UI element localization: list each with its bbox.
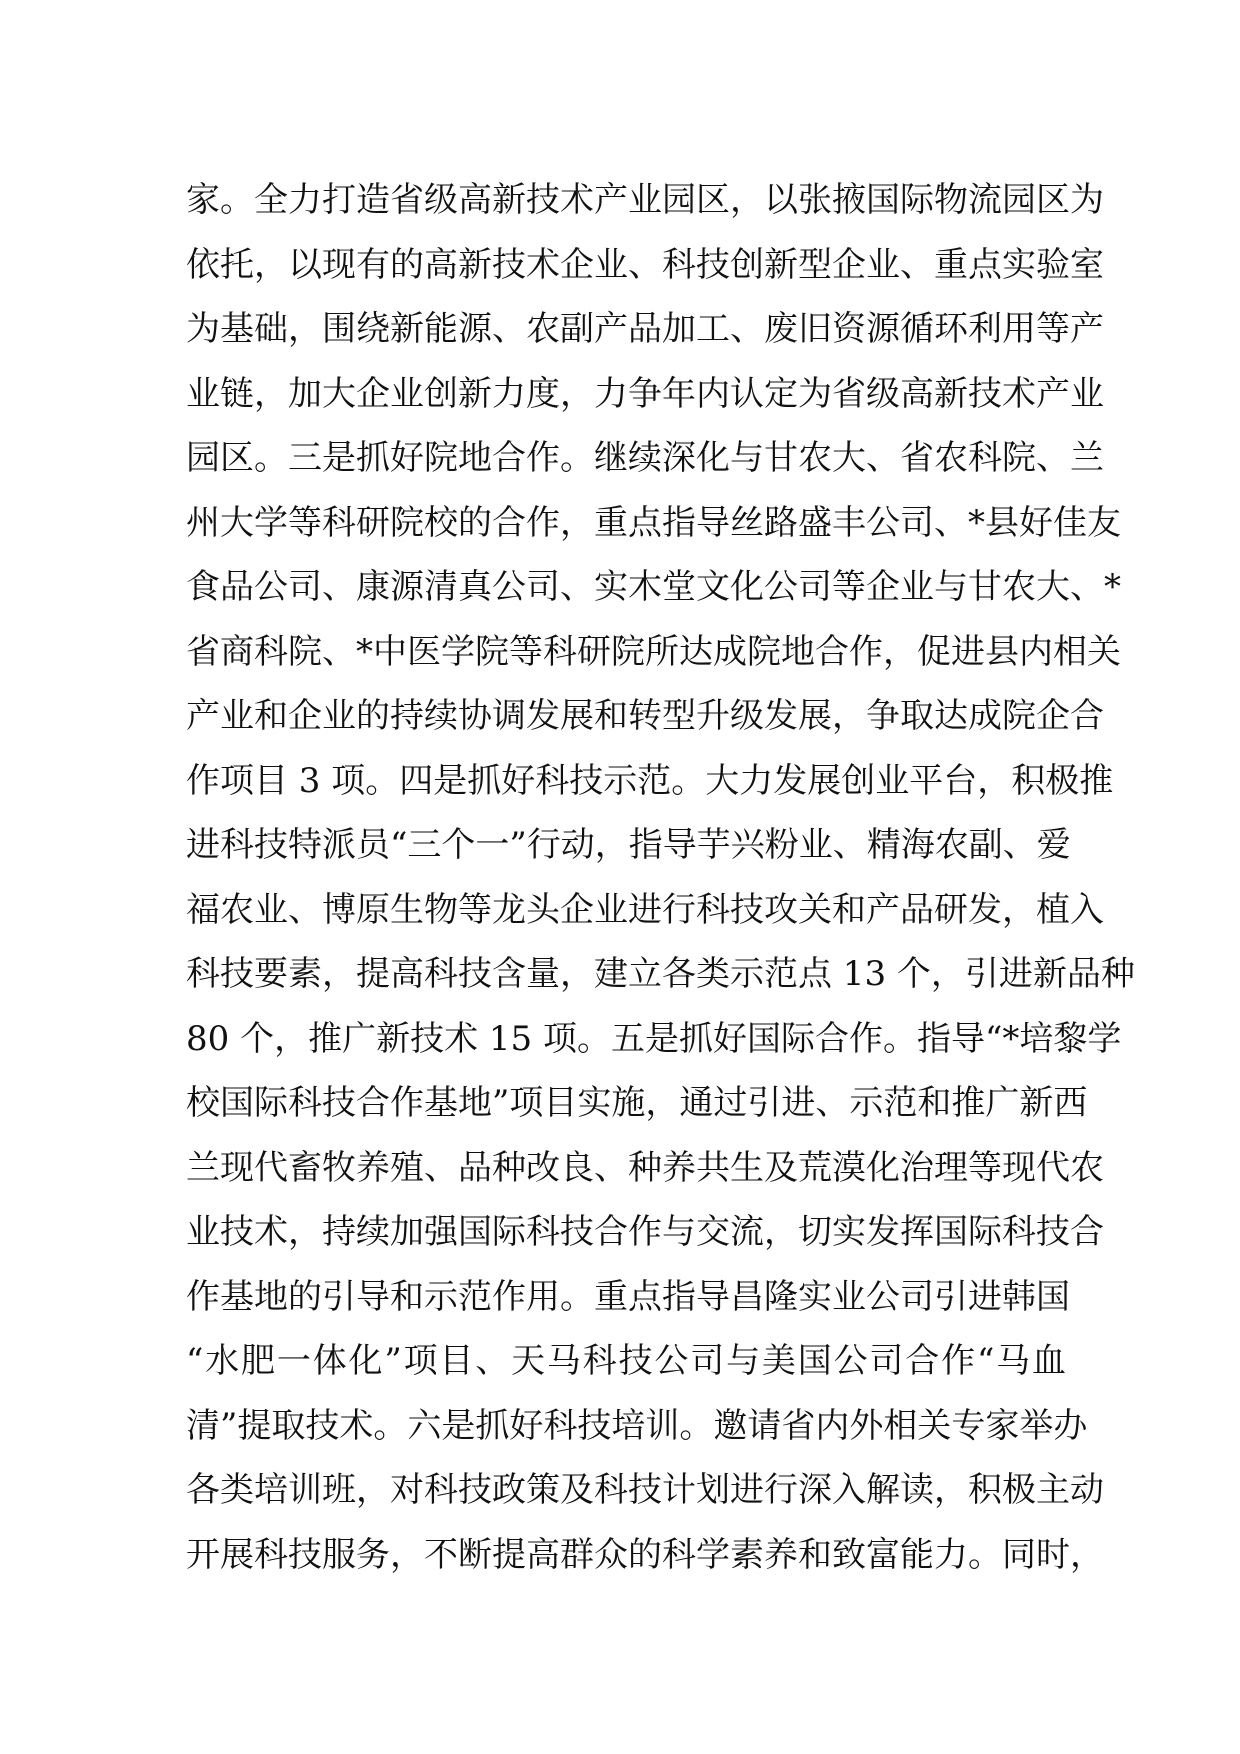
text-line: 兰现代畜牧养殖、品种改良、种养共生及荒漠化治理等现代农 [186,1147,1104,1188]
text-line: 为基础，围绕新能源、农副产品加工、废旧资源循环利用等产 [186,309,1104,349]
text-line: 各类培训班，对科技政策及科技计划进行深入解读，积极主动 [186,1470,1104,1510]
text-line: 校国际科技合作基地”项目实施，通过引进、示范和推广新西 [186,1083,1088,1123]
text-line: 业技术，持续加强国际科技合作与交流，切实发挥国际科技合 [186,1212,1104,1252]
text-line: 州大学等科研院校的合作，重点指导丝路盛丰公司、*县好佳友 [186,502,1121,543]
text-line: 业链，加大企业创新力度，力争年内认定为省级高新技术产业 [186,373,1104,414]
text-line: 园区。三是抓好院地合作。继续深化与甘农大、省农科院、兰 [186,438,1104,478]
text-line: “水肥一体化”项目、天马科技公司与美国公司合作“马血 [186,1341,1066,1381]
text-line: 开展科技服务，不断提高群众的科学素养和致富能力。同时， [186,1534,1104,1575]
text-line: 省商科院、*中医学院等科研院所达成院地合作，促进县内相关 [186,631,1121,672]
text-line: 福农业、博原生物等龙头企业进行科技攻关和产品研发，植入 [186,889,1104,930]
text-line: 作项目 3 项。四是抓好科技示范。大力发展创业平台，积极推 [186,760,1114,801]
text-line: 进科技特派员“三个一”行动，指导芋兴粉业、精海农副、爱 [186,825,1071,865]
text-line: 清”提取技术。六是抓好科技培训。邀请省内外相关专家举办 [186,1405,1088,1446]
text-line: 家。全力打造省级高新技术产业园区，以张掖国际物流园区为 [186,180,1104,220]
body-text [186,168,1135,1587]
text-line: 食品公司、康源清真公司、实木堂文化公司等企业与甘农大、* [186,567,1121,607]
text-line: 作基地的引导和示范作用。重点指导昌隆实业公司引进韩国 [186,1276,1070,1317]
text-line: 产业和企业的持续协调发展和转型升级发展，争取达成院企合 [186,696,1104,736]
text-line: 依托，以现有的高新技术企业、科技创新型企业、重点实验室 [186,244,1104,285]
text-line: 科技要素，提高科技含量，建立各类示范点 13 个，引进新品种 [186,954,1135,994]
text-line: 80 个，推广新技术 15 项。五是抓好国际合作。指导“*培黎学 [186,1018,1122,1059]
